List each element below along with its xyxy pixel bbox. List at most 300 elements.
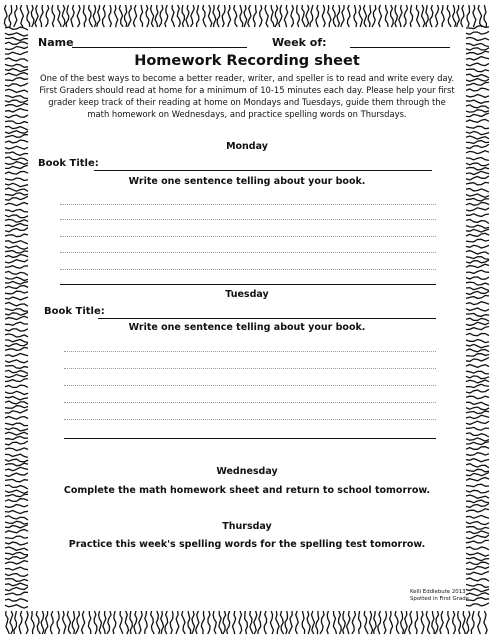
border-stroke xyxy=(426,5,428,27)
border-stroke xyxy=(271,5,274,27)
border-stroke xyxy=(5,385,28,387)
border-stroke xyxy=(369,611,372,634)
border-stroke xyxy=(165,5,168,27)
border-stroke xyxy=(5,203,28,206)
border-stroke xyxy=(466,389,489,393)
border-stroke xyxy=(5,417,28,420)
border-stroke xyxy=(5,397,28,400)
border-stroke xyxy=(399,5,402,27)
border-stroke xyxy=(466,447,489,450)
border-stroke xyxy=(5,579,28,582)
border-stroke xyxy=(466,214,489,217)
border-stroke xyxy=(466,313,489,316)
border-stroke xyxy=(83,5,86,27)
border-stroke xyxy=(466,168,489,170)
border-stroke xyxy=(466,74,489,78)
border-stroke xyxy=(188,611,191,634)
border-stroke xyxy=(5,360,28,363)
border-stroke xyxy=(5,374,28,377)
border-stroke xyxy=(97,5,100,27)
border-stroke xyxy=(182,611,186,634)
border-stroke xyxy=(5,303,28,307)
week-of-label: Week of: xyxy=(272,36,327,49)
border-stroke xyxy=(466,44,489,47)
border-stroke xyxy=(466,593,489,596)
border-stroke xyxy=(27,5,30,27)
border-stroke xyxy=(297,5,300,27)
border-stroke xyxy=(466,208,489,211)
border-stroke xyxy=(228,5,231,27)
border-stroke xyxy=(466,308,489,311)
border-stroke xyxy=(77,5,80,27)
border-stroke xyxy=(466,233,489,236)
border-stroke xyxy=(435,5,438,27)
border-stroke xyxy=(466,589,489,592)
border-stroke xyxy=(466,277,489,279)
border-stroke xyxy=(466,427,489,430)
border-stroke xyxy=(466,354,489,356)
border-stroke xyxy=(227,611,230,634)
border-stroke xyxy=(466,453,489,456)
border-stroke xyxy=(5,343,28,346)
border-stroke xyxy=(5,401,28,404)
border-stroke xyxy=(217,5,219,27)
border-stroke xyxy=(5,89,28,92)
border-stroke xyxy=(5,246,28,249)
border-stroke xyxy=(466,302,489,305)
border-stroke xyxy=(372,5,376,27)
border-stroke xyxy=(364,5,367,27)
border-stroke xyxy=(5,391,28,394)
border-stroke xyxy=(328,5,331,27)
border-stroke xyxy=(201,611,204,634)
tuesday-writing-baseline[interactable] xyxy=(64,438,436,439)
border-stroke xyxy=(223,611,226,634)
border-stroke xyxy=(466,171,489,174)
border-stroke xyxy=(467,5,469,27)
border-stroke xyxy=(5,234,28,237)
border-stroke xyxy=(395,611,399,634)
border-stroke xyxy=(5,162,28,165)
border-stroke xyxy=(466,611,470,634)
border-stroke xyxy=(35,5,38,27)
border-stroke xyxy=(113,611,116,634)
border-stroke xyxy=(466,421,489,424)
border-stroke xyxy=(5,27,28,30)
border-stroke xyxy=(327,611,330,634)
border-stroke xyxy=(165,611,168,634)
border-stroke xyxy=(5,121,28,124)
border-stroke xyxy=(312,611,315,634)
tuesday-heading: Tuesday xyxy=(225,289,269,300)
border-stroke xyxy=(177,5,180,27)
border-stroke xyxy=(5,126,28,130)
tuesday-writing-line[interactable] xyxy=(64,385,436,386)
border-stroke xyxy=(466,219,489,223)
border-stroke xyxy=(466,349,489,352)
border-stroke xyxy=(466,567,489,570)
monday-book-title-line[interactable] xyxy=(94,170,432,171)
border-stroke xyxy=(51,611,54,634)
border-stroke xyxy=(466,415,489,418)
border-stroke xyxy=(453,611,456,634)
monday-writing-line[interactable] xyxy=(60,269,436,270)
border-stroke xyxy=(103,5,106,27)
border-stroke xyxy=(159,5,163,27)
border-stroke xyxy=(466,37,489,40)
border-stroke xyxy=(466,515,489,518)
border-stroke xyxy=(379,5,382,27)
border-stroke xyxy=(5,605,28,608)
border-stroke xyxy=(134,611,137,634)
border-stroke xyxy=(461,5,464,27)
border-stroke xyxy=(466,376,489,379)
border-stroke xyxy=(384,611,387,634)
border-stroke xyxy=(466,318,489,321)
border-stroke xyxy=(5,251,28,253)
border-stroke xyxy=(466,136,489,139)
border-stroke xyxy=(466,48,489,50)
border-stroke xyxy=(466,31,489,34)
border-stroke xyxy=(5,354,28,357)
border-stroke xyxy=(5,574,28,577)
border-stroke xyxy=(5,436,28,439)
monday-writing-baseline[interactable] xyxy=(60,284,436,285)
border-stroke xyxy=(466,459,489,462)
border-stroke xyxy=(67,611,70,634)
monday-writing-line[interactable] xyxy=(60,236,436,237)
border-stroke xyxy=(125,611,128,634)
border-stroke xyxy=(94,611,97,634)
border-stroke xyxy=(5,428,28,431)
border-stroke xyxy=(390,611,393,634)
border-stroke xyxy=(191,5,195,27)
border-stroke xyxy=(280,611,283,634)
border-stroke xyxy=(5,505,28,508)
border-stroke xyxy=(466,509,489,512)
border-stroke xyxy=(5,312,28,315)
border-stroke xyxy=(466,411,489,413)
border-stroke xyxy=(5,587,28,591)
border-stroke xyxy=(93,5,96,27)
border-stroke xyxy=(66,5,69,27)
border-stroke xyxy=(466,442,489,445)
border-stroke xyxy=(410,5,412,27)
border-stroke xyxy=(5,78,28,81)
border-stroke xyxy=(264,611,266,634)
border-stroke xyxy=(404,611,407,634)
border-stroke xyxy=(140,5,142,27)
border-stroke xyxy=(248,5,251,27)
border-stroke xyxy=(5,592,28,595)
border-stroke xyxy=(466,163,489,166)
border-stroke xyxy=(203,5,206,27)
border-stroke xyxy=(395,5,398,27)
border-stroke xyxy=(5,157,28,161)
border-stroke xyxy=(5,499,28,502)
border-stroke xyxy=(359,5,362,27)
border-stroke xyxy=(401,611,404,634)
border-stroke xyxy=(478,611,481,634)
border-stroke xyxy=(145,611,147,634)
border-stroke xyxy=(233,611,236,634)
border-stroke xyxy=(5,347,28,350)
border-stroke xyxy=(82,611,85,634)
border-stroke xyxy=(416,5,420,27)
border-stroke xyxy=(466,119,489,122)
border-stroke xyxy=(88,611,90,634)
border-stroke xyxy=(5,454,28,457)
border-stroke xyxy=(250,611,253,634)
wednesday-heading: Wednesday xyxy=(216,466,278,477)
border-stroke xyxy=(466,264,489,267)
border-stroke xyxy=(409,611,412,634)
border-stroke xyxy=(5,277,28,280)
border-stroke xyxy=(130,611,132,634)
border-stroke xyxy=(71,5,74,27)
border-stroke xyxy=(197,5,199,27)
border-stroke xyxy=(52,5,55,27)
border-stroke xyxy=(466,371,489,374)
border-stroke xyxy=(385,5,388,27)
border-stroke xyxy=(254,611,257,634)
border-stroke xyxy=(62,5,65,27)
border-stroke xyxy=(5,224,28,227)
border-stroke xyxy=(322,5,325,27)
border-stroke xyxy=(466,100,489,103)
page-title: Homework Recording sheet xyxy=(134,53,360,69)
border-stroke xyxy=(306,5,309,27)
border-stroke xyxy=(466,402,489,405)
border-stroke xyxy=(466,562,489,564)
border-stroke xyxy=(302,611,305,634)
border-stroke xyxy=(5,171,28,174)
week-of-field-line[interactable] xyxy=(350,47,450,48)
border-stroke xyxy=(10,611,13,634)
border-stroke xyxy=(337,5,340,27)
border-stroke xyxy=(5,215,28,218)
border-stroke xyxy=(466,95,489,98)
border-stroke xyxy=(466,257,489,260)
border-stroke xyxy=(5,115,28,118)
border-stroke xyxy=(457,5,460,27)
border-stroke xyxy=(435,611,438,634)
border-stroke xyxy=(5,188,28,191)
border-stroke xyxy=(245,611,248,634)
border-stroke xyxy=(240,5,243,27)
monday-sentence-prompt: Write one sentence telling about your book. xyxy=(128,176,366,187)
border-stroke xyxy=(343,611,346,634)
credit-author: Kelli Eddlebute 2013 xyxy=(410,589,466,595)
border-stroke xyxy=(471,611,474,634)
border-stroke xyxy=(466,105,489,109)
border-stroke xyxy=(354,5,357,27)
border-stroke xyxy=(5,448,28,451)
border-stroke xyxy=(466,478,489,481)
border-stroke xyxy=(421,611,424,634)
border-stroke xyxy=(5,556,28,560)
border-stroke xyxy=(316,5,319,27)
border-stroke xyxy=(128,5,132,27)
border-stroke xyxy=(125,5,127,27)
border-stroke xyxy=(5,370,28,373)
border-stroke xyxy=(192,611,195,634)
border-stroke xyxy=(466,113,489,117)
border-stroke xyxy=(5,219,28,222)
border-stroke xyxy=(146,5,149,27)
border-stroke xyxy=(182,5,184,27)
border-stroke xyxy=(466,245,489,248)
wednesday-task: Complete the math homework sheet and return to school tomorrow. xyxy=(63,485,431,496)
border-stroke xyxy=(5,33,28,36)
border-stroke xyxy=(447,5,451,27)
border-stroke xyxy=(40,5,43,27)
border-stroke xyxy=(5,69,28,72)
monday-writing-line[interactable] xyxy=(60,219,436,220)
border-stroke xyxy=(103,611,106,634)
border-stroke xyxy=(259,5,262,27)
border-stroke xyxy=(415,611,417,634)
border-stroke xyxy=(484,611,487,634)
border-stroke xyxy=(466,270,489,273)
border-stroke xyxy=(5,196,28,200)
border-stroke xyxy=(466,365,489,368)
border-stroke xyxy=(5,281,28,284)
border-stroke xyxy=(36,611,40,634)
border-stroke xyxy=(156,611,159,634)
border-stroke xyxy=(219,611,222,634)
border-stroke xyxy=(364,611,368,634)
border-stroke xyxy=(302,5,305,27)
border-stroke xyxy=(5,309,28,311)
border-stroke xyxy=(5,241,28,244)
border-stroke xyxy=(466,584,489,587)
border-stroke xyxy=(5,441,28,445)
tuesday-book-title-label: Book Title: xyxy=(44,306,105,317)
tuesday-writing-line[interactable] xyxy=(64,368,436,369)
border-stroke xyxy=(466,344,489,347)
border-stroke xyxy=(5,42,28,44)
border-stroke xyxy=(5,316,28,319)
border-stroke xyxy=(89,5,93,27)
border-stroke xyxy=(466,126,489,128)
monday-heading: Monday xyxy=(226,141,268,152)
border-stroke xyxy=(422,5,425,27)
thursday-heading: Thursday xyxy=(222,521,272,532)
border-stroke xyxy=(391,5,394,27)
border-stroke xyxy=(234,5,238,27)
border-stroke xyxy=(5,406,28,409)
monday-writing-line[interactable] xyxy=(60,204,436,205)
border-stroke xyxy=(453,5,456,27)
border-stroke xyxy=(463,611,466,634)
border-stroke xyxy=(352,611,356,634)
border-stroke xyxy=(466,578,489,581)
border-stroke xyxy=(466,110,489,112)
border-stroke xyxy=(466,79,489,82)
border-stroke xyxy=(291,5,294,27)
border-stroke xyxy=(76,611,80,634)
monday-writing-line[interactable] xyxy=(60,252,436,253)
border-stroke xyxy=(5,334,28,337)
border-stroke xyxy=(458,611,461,634)
border-stroke xyxy=(63,611,66,634)
border-stroke xyxy=(5,366,28,369)
border-stroke xyxy=(99,611,102,634)
border-stroke xyxy=(5,479,28,481)
border-stroke xyxy=(466,433,489,437)
border-stroke xyxy=(5,255,28,258)
border-stroke xyxy=(161,611,164,634)
border-stroke xyxy=(213,5,216,27)
border-stroke xyxy=(5,96,28,99)
border-stroke xyxy=(466,194,489,197)
border-stroke xyxy=(466,225,489,228)
border-stroke xyxy=(5,228,28,232)
border-stroke xyxy=(57,611,60,634)
border-stroke xyxy=(176,611,179,634)
border-stroke xyxy=(378,611,381,634)
border-stroke xyxy=(5,583,28,586)
tuesday-writing-line[interactable] xyxy=(64,419,436,420)
border-stroke xyxy=(265,5,268,27)
border-stroke xyxy=(466,340,489,343)
border-stroke xyxy=(374,611,376,634)
border-stroke xyxy=(5,511,28,514)
border-stroke xyxy=(5,260,28,263)
border-stroke xyxy=(478,5,482,27)
border-stroke xyxy=(5,131,28,134)
name-label: Name xyxy=(38,36,74,49)
border-stroke xyxy=(31,611,34,634)
name-field-line[interactable] xyxy=(72,47,247,48)
border-stroke xyxy=(5,379,28,382)
border-stroke xyxy=(339,611,342,634)
border-stroke xyxy=(58,5,61,27)
border-stroke xyxy=(172,5,175,27)
border-stroke xyxy=(139,611,143,634)
border-stroke xyxy=(5,100,28,102)
border-stroke xyxy=(284,5,287,27)
border-stroke xyxy=(359,611,361,634)
border-stroke xyxy=(119,5,123,27)
border-stroke xyxy=(45,611,48,634)
border-stroke xyxy=(5,266,28,269)
border-stroke xyxy=(270,611,273,634)
border-stroke xyxy=(316,611,319,634)
border-stroke xyxy=(466,396,489,399)
tuesday-writing-line[interactable] xyxy=(64,402,436,403)
border-stroke xyxy=(5,340,28,343)
border-stroke xyxy=(5,516,28,520)
tuesday-book-title-line[interactable] xyxy=(98,318,436,319)
tuesday-writing-line[interactable] xyxy=(64,351,436,352)
border-stroke xyxy=(151,5,154,27)
border-stroke xyxy=(20,5,23,27)
border-stroke xyxy=(5,599,28,602)
border-stroke xyxy=(5,165,28,168)
thursday-task: Practice this week's spelling words for the spelling test tomorrow. xyxy=(68,539,426,550)
border-stroke xyxy=(466,380,489,383)
border-stroke xyxy=(466,553,489,556)
border-stroke xyxy=(466,282,489,285)
border-stroke xyxy=(466,558,489,561)
border-stroke xyxy=(276,611,279,634)
border-stroke xyxy=(466,572,489,575)
border-stroke xyxy=(466,189,489,193)
border-stroke xyxy=(4,5,7,27)
border-stroke xyxy=(5,459,28,462)
